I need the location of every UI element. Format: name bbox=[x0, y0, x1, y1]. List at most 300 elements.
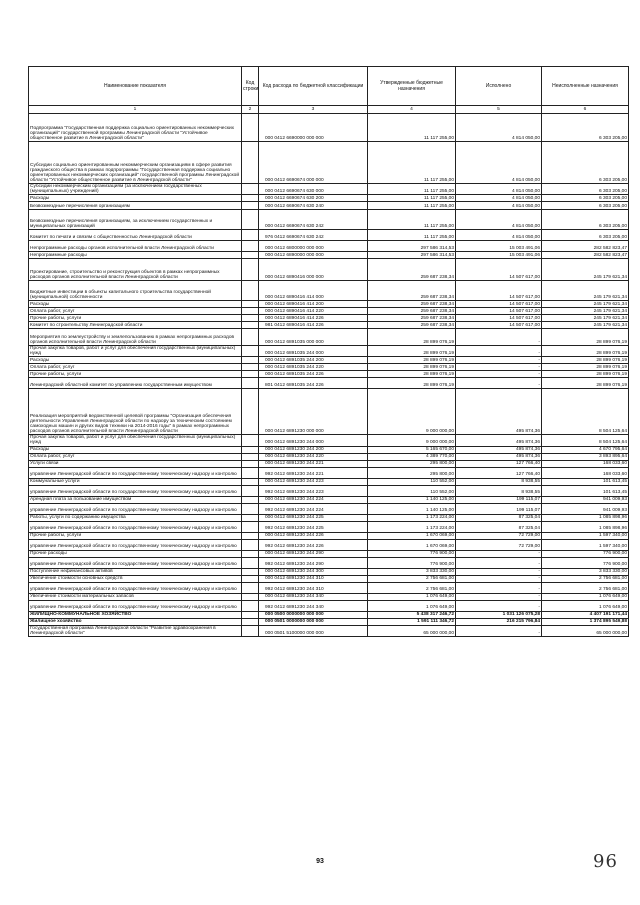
table-row bbox=[29, 259, 629, 281]
row-executed-cell: 4 814 050,00 bbox=[456, 184, 542, 195]
row-code-cell: 000 0412 6891230 244 000 bbox=[259, 435, 368, 446]
row-approved-cell: 2 756 681,00 bbox=[368, 575, 456, 582]
table-row bbox=[29, 460, 629, 467]
row-name-cell: Оплата работ, услуг bbox=[29, 308, 242, 315]
row-name-cell: Расходы bbox=[29, 357, 242, 364]
row-approved-cell: 1 076 649,00 bbox=[368, 600, 456, 611]
table-row bbox=[29, 142, 629, 184]
table-row bbox=[29, 184, 629, 195]
row-kod-cell bbox=[242, 478, 259, 485]
row-remaining-cell: 1 597 340,00 bbox=[542, 532, 629, 539]
row-code-cell: 000 0412 6891035 000 000 bbox=[259, 329, 368, 346]
row-executed-cell: - bbox=[456, 550, 542, 557]
row-code-cell: 000 0412 6690674 630 200 bbox=[259, 195, 368, 202]
row-kod-cell bbox=[242, 308, 259, 315]
table-row bbox=[29, 322, 629, 329]
row-approved-cell: 28 899 076,19 bbox=[368, 357, 456, 364]
row-code-cell: 992 0412 6891230 244 225 bbox=[259, 521, 368, 532]
col-header-kod: Код строки bbox=[242, 67, 259, 106]
row-approved-cell: 11 117 255,00 bbox=[368, 230, 456, 241]
row-approved-cell: 28 899 076,19 bbox=[368, 371, 456, 378]
row-kod-cell bbox=[242, 202, 259, 210]
row-approved-cell: 11 117 255,00 bbox=[368, 142, 456, 184]
row-code-cell: 000 0412 6891230 244 220 bbox=[259, 453, 368, 460]
row-kod-cell bbox=[242, 539, 259, 550]
row-name-cell: управление Ленинградской области по государственному техническому надзору и контролю bbox=[29, 521, 242, 532]
row-kod-cell bbox=[242, 364, 259, 371]
row-remaining-cell: 1 597 340,00 bbox=[542, 539, 629, 550]
row-approved-cell: 28 899 076,19 bbox=[368, 364, 456, 371]
row-approved-cell: 295 800,00 bbox=[368, 467, 456, 478]
row-name-cell: Расходы bbox=[29, 446, 242, 453]
row-code-cell: 000 0412 6891230 244 290 bbox=[259, 550, 368, 557]
row-executed-cell: 14 507 617,00 bbox=[456, 281, 542, 301]
row-code-cell: 000 0412 6891230 244 200 bbox=[259, 446, 368, 453]
row-approved-cell: 1 591 111 346,72 bbox=[368, 618, 456, 625]
expenditure-table bbox=[28, 66, 629, 637]
row-code-cell: 000 0412 6890416 414 000 bbox=[259, 281, 368, 301]
row-code-cell: 000 0412 6891230 244 300 bbox=[259, 568, 368, 575]
row-remaining-cell: 1 085 898,96 bbox=[542, 521, 629, 532]
row-executed-cell: - bbox=[456, 557, 542, 568]
row-code-cell: 000 0412 6891230 244 225 bbox=[259, 514, 368, 521]
row-approved-cell: 28 899 076,19 bbox=[368, 346, 456, 357]
row-remaining-cell: 282 582 823,47 bbox=[542, 241, 629, 252]
row-code-cell: 000 0500 0000000 000 000 bbox=[259, 611, 368, 618]
row-name-cell: Прочая закупка товаров, работ и услуг для обеспечения государственных (муниципальных) нужд bbox=[29, 346, 242, 357]
table-row bbox=[29, 521, 629, 532]
row-name-cell: Прочая закупка товаров, работ и услуг для обеспечения государственных (муниципальных) нужд bbox=[29, 435, 242, 446]
row-code-cell: 976 0412 6690674 630 242 bbox=[259, 230, 368, 241]
row-approved-cell: 11 117 255,00 bbox=[368, 210, 456, 230]
row-remaining-cell: 6 303 205,00 bbox=[542, 142, 629, 184]
row-kod-cell bbox=[242, 611, 259, 618]
row-remaining-cell: 1 085 898,96 bbox=[542, 514, 629, 521]
row-code-cell: 000 0412 6690000 000 000 bbox=[259, 114, 368, 142]
row-name-cell: Прочие работы, услуги bbox=[29, 371, 242, 378]
row-executed-cell: 495 874,36 bbox=[456, 446, 542, 453]
page-number: 93 bbox=[316, 858, 324, 865]
table-row bbox=[29, 575, 629, 582]
row-name-cell: управление Ленинградской области по государственному техническому надзору и контролю bbox=[29, 600, 242, 611]
row-executed-cell: 4 814 050,00 bbox=[456, 142, 542, 184]
row-remaining-cell: 245 179 621,34 bbox=[542, 315, 629, 322]
row-kod-cell bbox=[242, 371, 259, 378]
row-code-cell: 000 0412 6891035 244 200 bbox=[259, 357, 368, 364]
col-header-executed: Исполнено bbox=[456, 67, 542, 106]
row-executed-cell: - bbox=[456, 357, 542, 364]
row-executed-cell: 14 507 617,00 bbox=[456, 301, 542, 308]
row-executed-cell: - bbox=[456, 329, 542, 346]
row-kod-cell bbox=[242, 259, 259, 281]
col-number: 1 bbox=[29, 106, 242, 114]
row-approved-cell: 11 117 255,00 bbox=[368, 195, 456, 202]
table-header bbox=[29, 67, 629, 114]
table-row bbox=[29, 230, 629, 241]
row-remaining-cell: 776 900,00 bbox=[542, 557, 629, 568]
row-executed-cell: 1 031 126 075,28 bbox=[456, 611, 542, 618]
row-executed-cell: - bbox=[456, 371, 542, 378]
row-approved-cell: 1 173 224,00 bbox=[368, 521, 456, 532]
table-row bbox=[29, 453, 629, 460]
table-row bbox=[29, 539, 629, 550]
table-row bbox=[29, 557, 629, 568]
row-remaining-cell: 101 613,45 bbox=[542, 485, 629, 496]
row-code-cell: 992 0412 6891230 244 224 bbox=[259, 503, 368, 514]
row-remaining-cell: 6 303 205,00 bbox=[542, 202, 629, 210]
row-kod-cell bbox=[242, 346, 259, 357]
row-code-cell: 000 0412 6891035 244 000 bbox=[259, 346, 368, 357]
row-executed-cell: 127 766,40 bbox=[456, 467, 542, 478]
row-name-cell: Расходы bbox=[29, 301, 242, 308]
table-row bbox=[29, 600, 629, 611]
row-kod-cell bbox=[242, 329, 259, 346]
row-code-cell: 000 0412 6800000 000 000 bbox=[259, 241, 368, 252]
row-remaining-cell: 245 179 621,34 bbox=[542, 308, 629, 315]
row-code-cell: 000 0412 6891230 000 000 bbox=[259, 389, 368, 435]
row-executed-cell: 4 814 050,00 bbox=[456, 195, 542, 202]
row-kod-cell bbox=[242, 496, 259, 503]
col-number: 4 bbox=[368, 106, 456, 114]
row-name-cell: управление Ленинградской области по государственному техническому надзору и контролю bbox=[29, 582, 242, 593]
table-row bbox=[29, 371, 629, 378]
row-kod-cell bbox=[242, 378, 259, 389]
row-code-cell: 992 0412 6891230 244 310 bbox=[259, 582, 368, 593]
row-kod-cell bbox=[242, 460, 259, 467]
row-name-cell: Коммунальные услуги bbox=[29, 478, 242, 485]
row-name-cell: управление Ленинградской области по государственному техническому надзору и контролю bbox=[29, 539, 242, 550]
row-code-cell: 000 0412 6890416 414 200 bbox=[259, 301, 368, 308]
row-code-cell: 992 0412 6891230 244 226 bbox=[259, 539, 368, 550]
table-row bbox=[29, 625, 629, 636]
row-kod-cell bbox=[242, 322, 259, 329]
row-code-cell: 000 0412 6891230 244 340 bbox=[259, 593, 368, 600]
row-name-cell: Реализация мероприятий ведомственной целевой программы "Организация обеспечения деятельности Управления Ленинградской области по надзору за техническим состоянием самоходных машин и других видов техники на 2014-2016 годы" в рамках непрограммных расходов органов исполнительной власти Ленинградской области bbox=[29, 389, 242, 435]
row-kod-cell bbox=[242, 557, 259, 568]
row-approved-cell: 9 000 000,00 bbox=[368, 389, 456, 435]
row-code-cell: 992 0412 6891230 244 340 bbox=[259, 600, 368, 611]
row-code-cell: 000 0412 6890416 000 000 bbox=[259, 259, 368, 281]
table-row bbox=[29, 308, 629, 315]
row-executed-cell: 72 729,00 bbox=[456, 532, 542, 539]
row-remaining-cell: 28 899 076,19 bbox=[542, 329, 629, 346]
table-row bbox=[29, 202, 629, 210]
row-name-cell: Проектирование, строительство и реконструкция объектов в рамках непрограммных расходов органов исполнительной власти Ленинградской области bbox=[29, 259, 242, 281]
row-executed-cell: 15 003 491,06 bbox=[456, 241, 542, 252]
row-remaining-cell: 941 009,93 bbox=[542, 496, 629, 503]
row-remaining-cell: 941 009,93 bbox=[542, 503, 629, 514]
row-executed-cell: - bbox=[456, 625, 542, 636]
col-header-code: Код расхода по бюджетной классификации bbox=[259, 67, 368, 106]
row-executed-cell: 14 507 617,00 bbox=[456, 308, 542, 315]
row-executed-cell: 199 115,07 bbox=[456, 496, 542, 503]
handwritten-sheet-number: 96 bbox=[593, 851, 618, 872]
row-remaining-cell: 2 756 681,00 bbox=[542, 575, 629, 582]
row-remaining-cell: 3 833 330,00 bbox=[542, 568, 629, 575]
table-row bbox=[29, 435, 629, 446]
row-remaining-cell: 1 076 649,00 bbox=[542, 593, 629, 600]
row-name-cell: Прочие расходы bbox=[29, 550, 242, 557]
table-row bbox=[29, 478, 629, 485]
row-approved-cell: 776 900,00 bbox=[368, 557, 456, 568]
row-name-cell: Комитет по строительству Ленинградской области bbox=[29, 322, 242, 329]
col-number: 6 bbox=[542, 106, 629, 114]
row-kod-cell bbox=[242, 252, 259, 259]
row-name-cell: ЖИЛИЩНО-КОММУНАЛЬНОЕ ХОЗЯЙСТВО bbox=[29, 611, 242, 618]
row-kod-cell bbox=[242, 485, 259, 496]
table-row bbox=[29, 532, 629, 539]
row-executed-cell: 87 325,04 bbox=[456, 521, 542, 532]
row-kod-cell bbox=[242, 114, 259, 142]
row-code-cell: 000 0412 6891035 244 220 bbox=[259, 364, 368, 371]
row-name-cell: Субсидии социально ориентированным некоммерческим организациям в сфере развития гражданского общества в рамках подпрограммы "Государственная поддержка социально ориентированных некоммерческих организаций" государственной программы Ленинградской области "Устойчивое общественное развитие в Ленинградской области" bbox=[29, 142, 242, 184]
row-kod-cell bbox=[242, 435, 259, 446]
row-remaining-cell: 2 756 681,00 bbox=[542, 582, 629, 593]
row-executed-cell: - bbox=[456, 364, 542, 371]
row-executed-cell: - bbox=[456, 346, 542, 357]
col-header-remaining: Неисполненные назначения bbox=[542, 67, 629, 106]
row-kod-cell bbox=[242, 503, 259, 514]
row-kod-cell bbox=[242, 618, 259, 625]
row-approved-cell: 259 687 238,34 bbox=[368, 259, 456, 281]
row-approved-cell: 11 117 255,00 bbox=[368, 114, 456, 142]
row-executed-cell: 216 215 796,84 bbox=[456, 618, 542, 625]
row-name-cell: Прочие работы, услуги bbox=[29, 315, 242, 322]
row-remaining-cell: 245 179 621,34 bbox=[542, 281, 629, 301]
row-approved-cell: 259 687 238,34 bbox=[368, 281, 456, 301]
table-row bbox=[29, 485, 629, 496]
row-remaining-cell: 101 613,45 bbox=[542, 478, 629, 485]
row-approved-cell: 3 833 330,00 bbox=[368, 568, 456, 575]
row-code-cell: 000 0412 6890416 414 226 bbox=[259, 315, 368, 322]
table-row bbox=[29, 618, 629, 625]
row-executed-cell: 495 874,36 bbox=[456, 435, 542, 446]
table-row bbox=[29, 496, 629, 503]
row-executed-cell: 87 325,04 bbox=[456, 514, 542, 521]
row-name-cell: Прочие работы, услуги bbox=[29, 532, 242, 539]
row-approved-cell: 297 586 314,53 bbox=[368, 252, 456, 259]
row-kod-cell bbox=[242, 184, 259, 195]
row-kod-cell bbox=[242, 593, 259, 600]
row-name-cell: Безвозмездные перечисления организациям, за исключением государственных и муниципальных организаций bbox=[29, 210, 242, 230]
row-name-cell: управление Ленинградской области по государственному техническому надзору и контролю bbox=[29, 557, 242, 568]
row-name-cell: Оплата работ, услуг bbox=[29, 364, 242, 371]
row-executed-cell: 4 814 050,00 bbox=[456, 202, 542, 210]
row-kod-cell bbox=[242, 532, 259, 539]
row-executed-cell: 495 874,36 bbox=[456, 453, 542, 460]
row-name-cell: Оплата работ, услуг bbox=[29, 453, 242, 460]
row-code-cell: 000 0501 5100000 000 000 bbox=[259, 625, 368, 636]
row-approved-cell: 9 000 000,00 bbox=[368, 435, 456, 446]
table-row bbox=[29, 210, 629, 230]
row-name-cell: Субсидии некоммерческим организациям (за исключением государственных (муниципальных) учреждений) bbox=[29, 184, 242, 195]
row-executed-cell: 72 729,00 bbox=[456, 539, 542, 550]
table-row bbox=[29, 611, 629, 618]
row-code-cell: 992 0412 6891230 244 221 bbox=[259, 467, 368, 478]
row-approved-cell: 297 586 314,53 bbox=[368, 241, 456, 252]
column-numbers-row bbox=[29, 106, 629, 114]
row-name-cell: Поступление нефинансовых активов bbox=[29, 568, 242, 575]
table-row bbox=[29, 514, 629, 521]
row-code-cell: 000 0412 6690674 630 000 bbox=[259, 184, 368, 195]
table-row bbox=[29, 568, 629, 575]
row-remaining-cell: 1 374 895 549,88 bbox=[542, 618, 629, 625]
table-row bbox=[29, 329, 629, 346]
row-approved-cell: 1 140 125,00 bbox=[368, 496, 456, 503]
table-row bbox=[29, 301, 629, 308]
row-code-cell: 000 0412 6890000 000 000 bbox=[259, 252, 368, 259]
row-executed-cell: - bbox=[456, 582, 542, 593]
row-executed-cell: 4 814 050,00 bbox=[456, 230, 542, 241]
row-remaining-cell: 245 179 621,34 bbox=[542, 301, 629, 308]
row-approved-cell: 11 117 255,00 bbox=[368, 184, 456, 195]
row-kod-cell bbox=[242, 446, 259, 453]
row-approved-cell: 28 899 076,19 bbox=[368, 329, 456, 346]
row-remaining-cell: 6 303 205,00 bbox=[542, 184, 629, 195]
row-remaining-cell: 168 033,60 bbox=[542, 467, 629, 478]
row-executed-cell: 4 814 050,00 bbox=[456, 114, 542, 142]
row-remaining-cell: 6 303 205,00 bbox=[542, 114, 629, 142]
row-executed-cell: - bbox=[456, 568, 542, 575]
col-header-approved: Утвержденные бюджетные назначения bbox=[368, 67, 456, 106]
row-name-cell: Непрограммные расходы bbox=[29, 252, 242, 259]
row-code-cell: 000 0412 6690674 630 240 bbox=[259, 202, 368, 210]
row-approved-cell: 2 756 681,00 bbox=[368, 582, 456, 593]
row-kod-cell bbox=[242, 357, 259, 364]
row-remaining-cell: 1 076 649,00 bbox=[542, 600, 629, 611]
row-kod-cell bbox=[242, 281, 259, 301]
row-kod-cell bbox=[242, 582, 259, 593]
row-executed-cell: 495 874,36 bbox=[456, 389, 542, 435]
row-remaining-cell: 168 033,60 bbox=[542, 460, 629, 467]
row-executed-cell: - bbox=[456, 600, 542, 611]
row-remaining-cell: 28 899 076,19 bbox=[542, 364, 629, 371]
row-approved-cell: 295 800,00 bbox=[368, 460, 456, 467]
row-kod-cell bbox=[242, 521, 259, 532]
row-name-cell: Жилищное хозяйство bbox=[29, 618, 242, 625]
row-kod-cell bbox=[242, 315, 259, 322]
row-remaining-cell: 28 899 076,19 bbox=[542, 346, 629, 357]
table-row bbox=[29, 446, 629, 453]
table-body bbox=[29, 114, 629, 637]
row-code-cell: 000 0412 6891230 244 226 bbox=[259, 532, 368, 539]
table-row bbox=[29, 195, 629, 202]
row-name-cell: Расходы bbox=[29, 195, 242, 202]
row-kod-cell bbox=[242, 389, 259, 435]
row-code-cell: 000 0412 6690674 000 000 bbox=[259, 142, 368, 184]
row-executed-cell: 14 507 617,00 bbox=[456, 259, 542, 281]
row-approved-cell: 1 076 649,00 bbox=[368, 593, 456, 600]
row-remaining-cell: 245 179 621,34 bbox=[542, 259, 629, 281]
row-kod-cell bbox=[242, 550, 259, 557]
row-remaining-cell: 3 893 895,64 bbox=[542, 453, 629, 460]
row-kod-cell bbox=[242, 514, 259, 521]
row-remaining-cell: 6 303 205,00 bbox=[542, 210, 629, 230]
row-kod-cell bbox=[242, 453, 259, 460]
row-approved-cell: 11 117 255,00 bbox=[368, 202, 456, 210]
row-executed-cell: - bbox=[456, 593, 542, 600]
row-code-cell: 992 0412 6891230 244 290 bbox=[259, 557, 368, 568]
table-row bbox=[29, 503, 629, 514]
row-remaining-cell: 245 179 621,34 bbox=[542, 322, 629, 329]
row-kod-cell bbox=[242, 301, 259, 308]
row-kod-cell bbox=[242, 230, 259, 241]
row-approved-cell: 259 687 238,34 bbox=[368, 308, 456, 315]
row-executed-cell: 14 507 617,00 bbox=[456, 315, 542, 322]
table-row bbox=[29, 593, 629, 600]
col-number: 2 bbox=[242, 106, 259, 114]
row-remaining-cell: 8 504 125,64 bbox=[542, 435, 629, 446]
row-remaining-cell: 6 303 205,00 bbox=[542, 230, 629, 241]
table-row bbox=[29, 550, 629, 557]
row-approved-cell: 110 552,00 bbox=[368, 485, 456, 496]
row-name-cell: Безвозмездные перечисления организациям bbox=[29, 202, 242, 210]
table-row bbox=[29, 315, 629, 322]
row-approved-cell: 1 140 125,00 bbox=[368, 503, 456, 514]
row-approved-cell: 1 173 224,00 bbox=[368, 514, 456, 521]
row-approved-cell: 1 670 069,00 bbox=[368, 539, 456, 550]
row-name-cell: Непрограммные расходы органов исполнительной власти Ленинградской области bbox=[29, 241, 242, 252]
row-approved-cell: 259 687 238,34 bbox=[368, 315, 456, 322]
table-row bbox=[29, 357, 629, 364]
row-code-cell: 801 0412 6891035 244 226 bbox=[259, 378, 368, 389]
row-remaining-cell: 6 303 205,00 bbox=[542, 195, 629, 202]
row-kod-cell bbox=[242, 575, 259, 582]
row-approved-cell: 5 438 317 246,72 bbox=[368, 611, 456, 618]
row-name-cell: Ленинградский областной комитет по управлению государственным имуществом bbox=[29, 378, 242, 389]
row-code-cell: 000 0501 0000000 000 000 bbox=[259, 618, 368, 625]
table-row bbox=[29, 346, 629, 357]
row-name-cell: Увеличение стоимости материальных запасов bbox=[29, 593, 242, 600]
row-name-cell: Арендная плата за пользование имуществом bbox=[29, 496, 242, 503]
row-kod-cell bbox=[242, 625, 259, 636]
row-code-cell: 000 0412 6890416 414 220 bbox=[259, 308, 368, 315]
table-row bbox=[29, 582, 629, 593]
table-row bbox=[29, 241, 629, 252]
table-row bbox=[29, 114, 629, 142]
table-row bbox=[29, 252, 629, 259]
row-kod-cell bbox=[242, 142, 259, 184]
row-code-cell: 992 0412 6891230 244 223 bbox=[259, 485, 368, 496]
row-remaining-cell: 4 407 191 171,44 bbox=[542, 611, 629, 618]
col-header-name: Наименование показателя bbox=[29, 67, 242, 106]
row-name-cell: Увеличение стоимости основных средств bbox=[29, 575, 242, 582]
row-name-cell: управление Ленинградской области по государственному техническому надзору и контролю bbox=[29, 485, 242, 496]
row-executed-cell: 8 938,55 bbox=[456, 485, 542, 496]
row-code-cell: 000 0412 6891230 244 310 bbox=[259, 575, 368, 582]
table-row bbox=[29, 364, 629, 371]
col-number: 3 bbox=[259, 106, 368, 114]
row-name-cell: Бюджетные инвестиции в объекты капитального строительства государственной (муниципальной) собственности bbox=[29, 281, 242, 301]
table-row bbox=[29, 281, 629, 301]
row-name-cell: Подпрограмма "Государственная поддержка социально ориентированных некоммерческих организаций" государственной программы Ленинградской области "Устойчивое общественное развитие в Ленинградской области" bbox=[29, 114, 242, 142]
table-row bbox=[29, 378, 629, 389]
row-code-cell: 000 0412 6690674 630 242 bbox=[259, 210, 368, 230]
row-executed-cell: 15 003 491,06 bbox=[456, 252, 542, 259]
row-approved-cell: 28 899 076,19 bbox=[368, 378, 456, 389]
row-kod-cell bbox=[242, 241, 259, 252]
row-code-cell: 000 0412 6891035 244 226 bbox=[259, 371, 368, 378]
row-executed-cell: 127 766,40 bbox=[456, 460, 542, 467]
report-sheet bbox=[28, 66, 628, 637]
row-kod-cell bbox=[242, 467, 259, 478]
row-executed-cell: 8 938,55 bbox=[456, 478, 542, 485]
row-remaining-cell: 28 899 076,19 bbox=[542, 371, 629, 378]
row-code-cell: 981 0412 6890416 414 226 bbox=[259, 322, 368, 329]
row-remaining-cell: 282 582 823,47 bbox=[542, 252, 629, 259]
row-approved-cell: 259 687 238,34 bbox=[368, 301, 456, 308]
row-executed-cell: 4 814 050,00 bbox=[456, 210, 542, 230]
